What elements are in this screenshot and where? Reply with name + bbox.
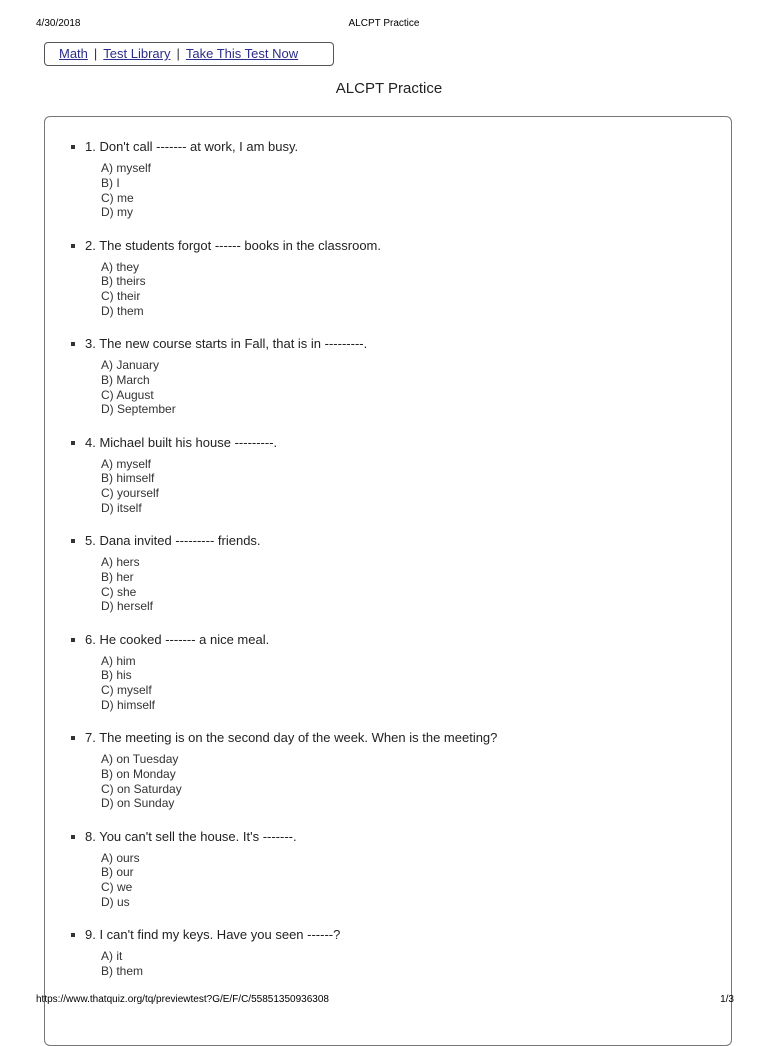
answer-option: D) herself bbox=[101, 599, 154, 614]
answer-options bbox=[101, 161, 711, 220]
question-item bbox=[71, 139, 711, 238]
bullet-icon bbox=[71, 342, 75, 346]
answer-option: B) I bbox=[101, 175, 120, 190]
answer-option: C) we bbox=[101, 880, 133, 895]
nav-separator: | bbox=[176, 46, 180, 61]
answer-option: D) himself bbox=[101, 697, 156, 712]
question-list bbox=[71, 139, 711, 1026]
answer-option: C) me bbox=[101, 190, 134, 205]
bullet-icon bbox=[71, 638, 75, 642]
answer-option: A) they bbox=[101, 259, 140, 274]
bullet-icon bbox=[71, 539, 75, 543]
question-text-row bbox=[71, 632, 711, 648]
bullet-icon bbox=[71, 244, 75, 248]
answer-option: D) us bbox=[101, 894, 130, 909]
answer-option: A) on Tuesday bbox=[101, 752, 179, 766]
answer-option: B) theirs bbox=[101, 274, 146, 289]
page-title: ALCPT Practice bbox=[335, 80, 443, 97]
answer-option: C) their bbox=[101, 289, 141, 304]
question-text-row bbox=[71, 435, 711, 451]
answer-option: D) my bbox=[101, 205, 133, 220]
answer-options bbox=[101, 851, 711, 910]
page-number: 1/3 bbox=[720, 994, 734, 1005]
question-text-row bbox=[71, 336, 711, 352]
answer-option: A) it bbox=[101, 949, 123, 963]
answer-options bbox=[101, 654, 711, 713]
question-text-row bbox=[71, 829, 711, 845]
answer-option: A) him bbox=[101, 653, 136, 668]
print-header bbox=[0, 18, 768, 32]
answer-options bbox=[101, 555, 711, 614]
answer-options bbox=[101, 260, 711, 319]
answer-option: B) himself bbox=[101, 471, 155, 486]
question-text-row bbox=[71, 533, 711, 549]
answer-option: A) hers bbox=[101, 555, 140, 569]
question-text: 3. The new course starts in Fall, that is in ---------. bbox=[85, 336, 368, 351]
print-footer bbox=[0, 994, 768, 1008]
question-text-row bbox=[71, 730, 711, 746]
answer-option: D) them bbox=[101, 303, 144, 318]
bullet-icon bbox=[71, 441, 75, 445]
question-text: 9. I can't find my keys. Have you seen ------? bbox=[85, 927, 341, 942]
answer-option: C) August bbox=[101, 387, 154, 402]
answer-option: A) January bbox=[101, 358, 160, 372]
question-item bbox=[71, 238, 711, 337]
question-text: 2. The students forgot ------ books in the classroom. bbox=[85, 237, 381, 253]
answer-option: C) yourself bbox=[101, 486, 160, 501]
answer-option: D) September bbox=[101, 402, 176, 417]
answer-options bbox=[101, 457, 711, 516]
question-item bbox=[71, 632, 711, 731]
answer-options bbox=[101, 752, 711, 811]
question-item bbox=[71, 927, 711, 1026]
question-item bbox=[71, 336, 711, 435]
question-text: 4. Michael built his house ---------. bbox=[85, 434, 278, 450]
question-text: 1. Don't call ------- at work, I am busy. bbox=[85, 139, 299, 154]
answer-option: C) she bbox=[101, 584, 137, 599]
answer-option: C) on Saturday bbox=[101, 781, 182, 796]
answer-option: D) on Sunday bbox=[101, 796, 175, 811]
answer-option: C) myself bbox=[101, 683, 152, 698]
question-text: 8. You can't sell the house. It's -------. bbox=[85, 828, 297, 844]
answer-option: A) myself bbox=[101, 161, 152, 175]
answer-options bbox=[101, 949, 711, 979]
nav-separator: | bbox=[93, 46, 98, 61]
answer-option: B) her bbox=[101, 569, 134, 584]
take-test-link[interactable]: Take This Test Now bbox=[185, 46, 299, 61]
answer-option: B) our bbox=[101, 865, 134, 880]
bullet-icon bbox=[71, 933, 75, 937]
question-item bbox=[71, 730, 711, 829]
answer-options bbox=[101, 358, 711, 417]
question-text: 5. Dana invited --------- friends. bbox=[85, 533, 261, 548]
test-library-link[interactable]: Test Library bbox=[103, 46, 171, 61]
answer-option: B) them bbox=[101, 963, 144, 978]
bullet-icon bbox=[71, 736, 75, 740]
question-text: 7. The meeting is on the second day of the week. When is the meeting? bbox=[85, 730, 498, 745]
answer-option: B) on Monday bbox=[101, 766, 176, 781]
print-url: https://www.thatquiz.org/tq/previewtest?G/E/F/C/55851350936308 bbox=[36, 994, 329, 1005]
answer-option: B) March bbox=[101, 372, 150, 387]
bullet-icon bbox=[71, 145, 75, 149]
answer-option: A) ours bbox=[101, 850, 140, 865]
print-date: 4/30/2018 bbox=[36, 18, 81, 29]
math-link[interactable]: Math bbox=[59, 46, 88, 61]
question-item bbox=[71, 435, 711, 534]
question-item bbox=[71, 829, 711, 928]
answer-option: D) itself bbox=[101, 500, 142, 515]
question-text-row bbox=[71, 238, 711, 254]
nav-bar bbox=[44, 42, 334, 66]
print-title: ALCPT Practice bbox=[348, 18, 420, 29]
question-text-row bbox=[71, 139, 711, 155]
answer-option: B) his bbox=[101, 668, 132, 683]
question-text-row bbox=[71, 927, 711, 943]
questions-panel bbox=[44, 116, 732, 1046]
bullet-icon bbox=[71, 835, 75, 839]
answer-option: A) myself bbox=[101, 456, 152, 471]
question-item bbox=[71, 533, 711, 632]
question-text: 6. He cooked ------- a nice meal. bbox=[85, 631, 270, 647]
